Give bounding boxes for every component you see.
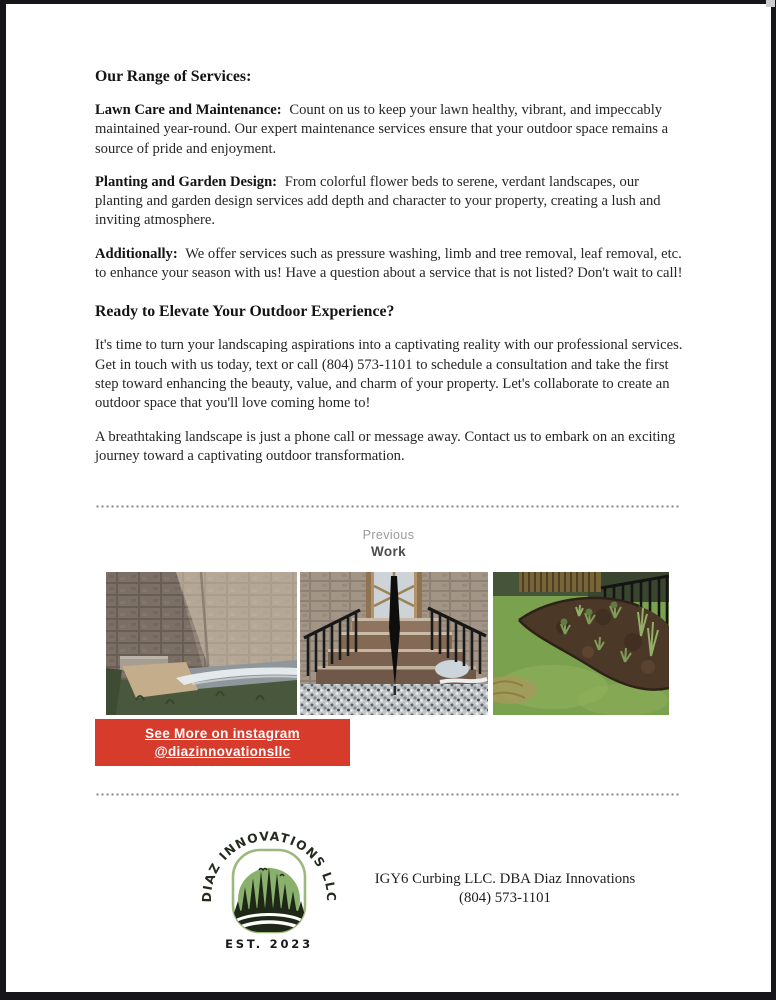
service-text: Count on us to keep your lawn healthy, vibrant, and impeccably maintained year-round. Our expert maintenance services ensure that your outdoor space remains a source of pride and enjoyment. xyxy=(95,102,669,157)
service-paragraph-lawn-care xyxy=(95,101,685,159)
company-logo xyxy=(196,820,342,958)
scrollbar-fragment[interactable] xyxy=(766,0,775,7)
service-label: Planting and Garden Design: xyxy=(95,173,278,190)
service-label: Additionally: xyxy=(95,245,178,262)
gallery-photo-brick-steps xyxy=(300,572,488,715)
photo-pressure-washing-illustration xyxy=(106,572,297,715)
cta-paragraph-2: A breathtaking landscape is just a phone call or message away. Contact us to embark on an exciting journey toward a captivating outdoor transformation. xyxy=(95,428,676,464)
services-heading: Our Range of Services: xyxy=(95,68,252,85)
cta-heading: Ready to Elevate Your Outdoor Experience? xyxy=(95,303,395,321)
previous-work-gallery xyxy=(106,572,669,715)
footer-company-info xyxy=(350,870,660,908)
photo-garden-bed-illustration xyxy=(493,572,669,715)
instagram-link-button[interactable] xyxy=(95,719,350,766)
page-content xyxy=(95,67,685,480)
dotted-divider-bottom xyxy=(95,793,681,796)
dotted-divider-top xyxy=(95,505,681,508)
gallery-label-previous: Previous xyxy=(362,528,415,542)
instagram-link-line1: See More on instagram xyxy=(145,726,300,741)
service-text: We offer services such as pressure washing, limb and tree removal, leaf removal, etc. to enhance your season with us! Have a question about a service that is not listed? Don't wait to call! xyxy=(95,245,683,282)
footer-company-line: IGY6 Curbing LLC. DBA Diaz Innovations xyxy=(374,871,636,887)
gallery-label-work: Work xyxy=(370,544,407,559)
cta-paragraph-1: It's time to turn your landscaping aspirations into a captivating reality with our professional services. Get in touch with us today, text or call (804) 573-1101 to schedule a consultation and take the first step toward enhancing the beauty, value, and charm of your property. Let's collaborate to create an outdoor space that you'll love coming home to! xyxy=(95,337,683,412)
diaz-innovations-logo-icon xyxy=(196,820,342,958)
document-page xyxy=(6,4,771,992)
logo-est-text: EST. 2023 xyxy=(225,937,313,951)
gallery-photo-pressure-washing xyxy=(106,572,297,715)
service-paragraph-planting xyxy=(95,173,685,231)
gallery-photo-garden-bed xyxy=(493,572,669,715)
service-text: From colorful flower beds to serene, verdant landscapes, our planting and garden design services add depth and character to your property, creating a lush and inviting atmosphere. xyxy=(95,173,661,229)
instagram-link-line2: @diazinnovationsllc xyxy=(154,743,291,759)
gallery-label xyxy=(6,528,771,559)
logo-arc-text: DIAZ INNOVATIONS LLC xyxy=(199,829,339,903)
footer-phone-line: (804) 573-1101 xyxy=(459,890,551,906)
service-label: Lawn Care and Maintenance: xyxy=(95,102,282,118)
service-paragraph-additionally xyxy=(95,245,685,284)
photo-brick-steps-illustration xyxy=(300,572,488,715)
